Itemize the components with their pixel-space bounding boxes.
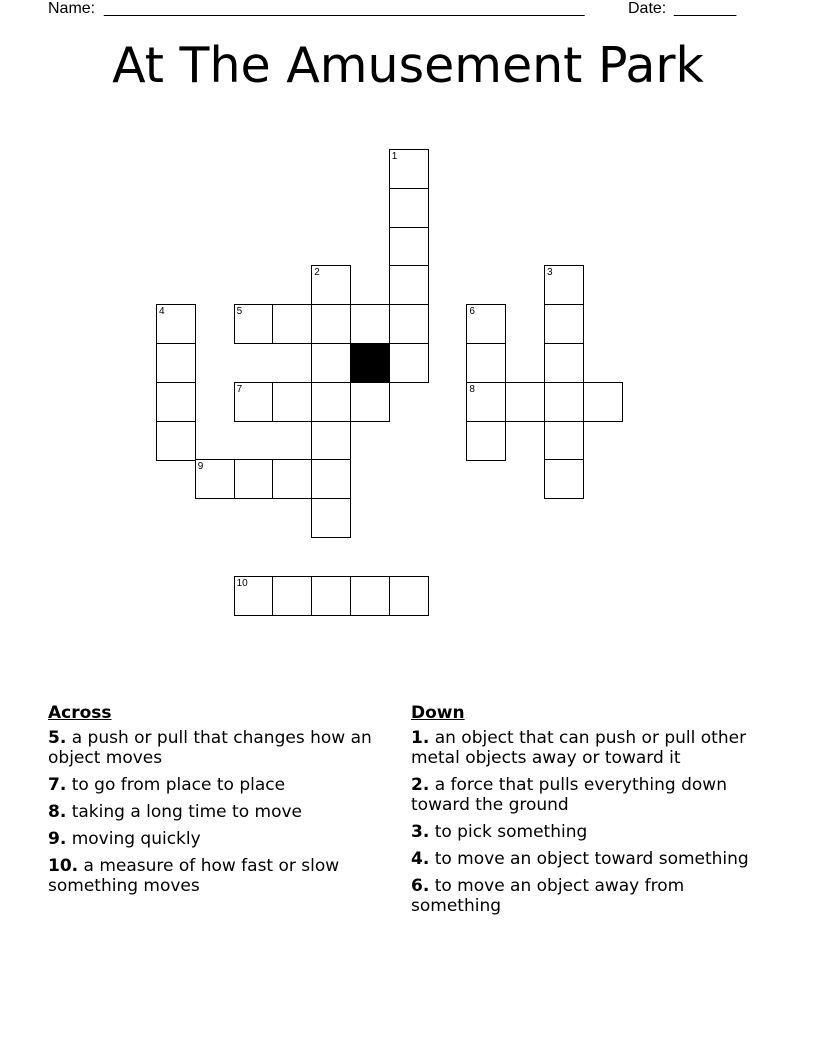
crossword-cell[interactable] bbox=[156, 421, 196, 461]
crossword-cell[interactable] bbox=[544, 382, 584, 422]
crossword-cell[interactable] bbox=[466, 421, 506, 461]
crossword-cell[interactable] bbox=[311, 459, 351, 499]
crossword-cell[interactable] bbox=[311, 576, 351, 616]
crossword-cell[interactable] bbox=[311, 421, 351, 461]
clue-item bbox=[411, 822, 771, 842]
across-clues bbox=[48, 703, 378, 903]
crossword-cell[interactable] bbox=[272, 304, 312, 344]
crossword-cell[interactable] bbox=[195, 459, 235, 499]
crossword-cell[interactable] bbox=[272, 459, 312, 499]
across-heading: Across bbox=[48, 703, 112, 723]
crossword-cell[interactable] bbox=[350, 304, 390, 344]
crossword-cell[interactable] bbox=[583, 382, 623, 422]
crossword-cell[interactable] bbox=[350, 382, 390, 422]
cell-number: 9 bbox=[197, 461, 204, 473]
crossword-cell[interactable] bbox=[234, 576, 274, 616]
clue-number: 4. bbox=[411, 849, 430, 869]
clue-text: a force that pulls everything down toward the ground bbox=[411, 775, 727, 815]
clue-number: 10. bbox=[48, 856, 79, 876]
crossword-cell[interactable] bbox=[389, 188, 429, 228]
crossword-cell[interactable] bbox=[389, 227, 429, 267]
cell-number: 4 bbox=[159, 306, 165, 318]
cell-number: 3 bbox=[547, 267, 553, 279]
page-title: At The Amusement Park bbox=[112, 37, 704, 94]
clue-number: 9. bbox=[48, 829, 67, 849]
crossword-cell[interactable] bbox=[311, 343, 351, 383]
crossword-cell[interactable] bbox=[311, 498, 351, 538]
clue-text: moving quickly bbox=[71, 829, 201, 849]
crossword-cell[interactable] bbox=[389, 304, 429, 344]
clue-number: 3. bbox=[411, 822, 430, 842]
cell-number: 1 bbox=[391, 151, 398, 162]
clue-item bbox=[411, 775, 771, 815]
clue-text: a measure of how fast or slow something moves bbox=[48, 856, 340, 896]
name-label: Name: bbox=[48, 0, 96, 17]
crossword-cell[interactable] bbox=[272, 382, 312, 422]
cell-number: 7 bbox=[236, 383, 243, 395]
date-label: Date: bbox=[628, 0, 667, 17]
clue-item bbox=[411, 849, 771, 869]
crossword-cell[interactable] bbox=[156, 343, 196, 383]
name-blank-line[interactable]: ______________________________________________________ bbox=[104, 0, 585, 17]
crossword-cell[interactable] bbox=[311, 265, 351, 305]
crossword-cell[interactable] bbox=[466, 343, 506, 383]
clue-number: 6. bbox=[411, 876, 430, 896]
clue-number: 1. bbox=[411, 728, 430, 748]
clue-text: to move an object toward something bbox=[434, 849, 749, 869]
crossword-cell[interactable] bbox=[389, 576, 429, 616]
cell-number: 5 bbox=[236, 306, 243, 318]
cell-number: 8 bbox=[469, 383, 475, 395]
crossword-cell[interactable] bbox=[389, 149, 429, 189]
cell-number: 2 bbox=[314, 267, 320, 279]
crossword-cell[interactable] bbox=[156, 382, 196, 422]
crossword-cell[interactable] bbox=[311, 304, 351, 344]
crossword-cell[interactable] bbox=[544, 343, 584, 383]
crossword-cell[interactable] bbox=[544, 265, 584, 305]
clue-item bbox=[48, 728, 378, 768]
down-clues bbox=[411, 703, 771, 923]
crossword-cell[interactable] bbox=[544, 304, 584, 344]
clue-item bbox=[411, 876, 771, 916]
clue-text: an object that can push or pull other metal objects away or toward it bbox=[411, 728, 747, 768]
date-blank-line[interactable]: _______ bbox=[674, 0, 737, 17]
clue-text: to move an object away from something bbox=[411, 876, 685, 916]
crossword-cell[interactable] bbox=[389, 265, 429, 305]
clue-number: 2. bbox=[411, 775, 430, 795]
crossword-cell[interactable] bbox=[389, 343, 429, 383]
cell-number: 6 bbox=[469, 306, 475, 318]
cell-number: 10 bbox=[236, 577, 248, 589]
clue-number: 8. bbox=[48, 802, 67, 822]
crossword-cell[interactable] bbox=[311, 382, 351, 422]
clue-item bbox=[48, 856, 378, 896]
clue-text: to go from place to place bbox=[71, 775, 286, 795]
clue-number: 7. bbox=[48, 775, 67, 795]
crossword-cell[interactable] bbox=[234, 382, 274, 422]
crossword-cell[interactable] bbox=[505, 382, 545, 422]
clue-item bbox=[48, 775, 378, 795]
clue-item bbox=[411, 728, 771, 768]
down-heading: Down bbox=[411, 703, 465, 723]
clue-number: 5. bbox=[48, 728, 67, 748]
crossword-cell[interactable] bbox=[272, 576, 312, 616]
clue-text: a push or pull that changes how an object moves bbox=[48, 728, 372, 768]
crossword-cell[interactable] bbox=[234, 459, 274, 499]
crossword-cell[interactable] bbox=[466, 304, 506, 344]
clue-text: taking a long time to move bbox=[71, 802, 302, 822]
crossword-cell[interactable] bbox=[544, 459, 584, 499]
crossword-cell[interactable] bbox=[544, 421, 584, 461]
crossword-cell[interactable] bbox=[234, 304, 274, 344]
clue-item bbox=[48, 829, 378, 849]
crossword-cell[interactable] bbox=[156, 304, 196, 344]
clue-item bbox=[48, 802, 378, 822]
clue-text: to pick something bbox=[434, 822, 588, 842]
crossword-black-cell bbox=[350, 343, 390, 383]
crossword-cell[interactable] bbox=[350, 576, 390, 616]
crossword-cell[interactable] bbox=[466, 382, 506, 422]
